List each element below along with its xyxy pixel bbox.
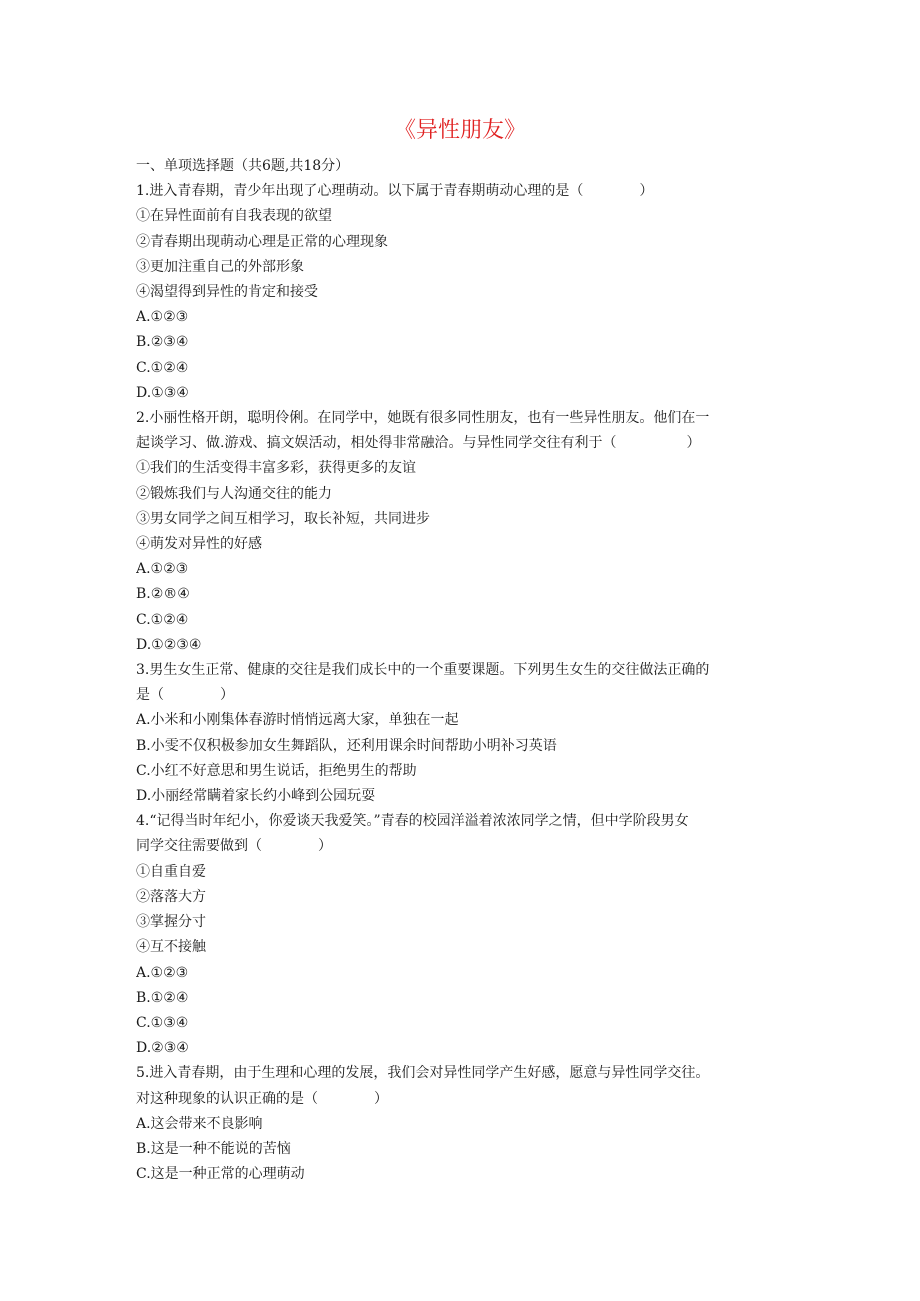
question-stem: 1.进入青春期，青少年出现了心理萌动。以下属于青春期萌动心理的是（ ） (136, 183, 654, 200)
statement-item: ②青春期出现萌动心理是正常的心理现象 (136, 233, 388, 250)
answer-option: C.①②④ (136, 359, 189, 376)
statement-item: ①自重自爱 (136, 863, 206, 880)
question-stem: 3.男生女生正常、健康的交往是我们成长中的一个重要课题。下列男生女生的交往做法正确的 (136, 662, 710, 679)
answer-option: A.①②③ (136, 561, 189, 578)
answer-option: C.①③④ (136, 1014, 189, 1031)
question-stem: 起谈学习、做.游戏、搞文娱活动，相处得非常融洽。与异性同学交往有利于（ ） (136, 435, 701, 452)
question-4 (136, 809, 776, 1061)
statement-item: ②落落大方 (136, 888, 206, 905)
question-2 (136, 406, 776, 658)
answer-option: D.②③④ (136, 1040, 189, 1057)
question-list (136, 154, 776, 1187)
answer-option: C.这是一种正常的心理萌动 (136, 1166, 305, 1183)
answer-option: A.①②③ (136, 309, 189, 326)
statement-item: ④渴望得到异性的肯定和接受 (136, 284, 318, 301)
answer-option: B.小雯不仅积极参加女生舞蹈队，还利用课余时间帮助小明补习英语 (136, 737, 557, 754)
question-5 (136, 1061, 776, 1187)
statement-item: ④萌发对异性的好感 (136, 536, 262, 553)
statement-item: ③男女同学之间互相学习，取长补短，共同进步 (136, 510, 430, 527)
answer-option: D.小丽经常瞒着家长约小峰到公园玩耍 (136, 788, 376, 805)
answer-option: B.②③④ (136, 334, 189, 351)
question-stem: 5.进入青春期，由于生理和心理的发展，我们会对异性同学产生好感，愿意与异性同学交往。 (136, 1065, 710, 1082)
answer-option: A.小米和小刚集体春游时悄悄远离大家，单独在一起 (136, 712, 459, 729)
statement-item: ④互不接触 (136, 939, 206, 956)
answer-option: B.①②④ (136, 989, 189, 1006)
statement-item: ③掌握分寸 (136, 914, 206, 931)
question-stem: 是（ ） (136, 687, 234, 704)
answer-option: C.①②④ (136, 611, 189, 628)
statement-item: ③更加注重自己的外部形象 (136, 258, 304, 275)
question-3 (136, 658, 776, 809)
answer-option: A.这会带来不良影响 (136, 1115, 263, 1132)
answer-option: D.①③④ (136, 384, 189, 401)
answer-option: B.②®④ (136, 586, 190, 603)
answer-option: D.①②③④ (136, 636, 202, 653)
statement-item: ②锻炼我们与人沟通交往的能力 (136, 485, 332, 502)
statement-item: ①我们的生活变得丰富多彩，获得更多的友谊 (136, 460, 416, 477)
question-stem: 4.“记得当时年纪小，你爱谈天我爱笑。”青春的校园洋溢着浓浓同学之情，但中学阶段男女 (136, 813, 689, 830)
question-stem: 对这种现象的认识正确的是（ ） (136, 1090, 388, 1107)
question-1 (136, 179, 776, 406)
answer-option: B.这是一种不能说的苦恼 (136, 1140, 291, 1157)
answer-option: C.小红不好意思和男生说话，拒绝男生的帮助 (136, 762, 417, 779)
question-stem: 2.小丽性格开朗，聪明伶俐。在同学中，她既有很多同性朋友，也有一些异性朋友。他们在一 (136, 410, 710, 427)
statement-item: ①在异性面前有自我表现的欲望 (136, 208, 332, 225)
section-heading: 一、单项选择题（共6题,共18分） (136, 158, 350, 174)
answer-option: A.①②③ (136, 964, 189, 981)
document-title: 《异性朋友》 (393, 118, 526, 143)
question-stem: 同学交往需要做到（ ） (136, 838, 332, 855)
